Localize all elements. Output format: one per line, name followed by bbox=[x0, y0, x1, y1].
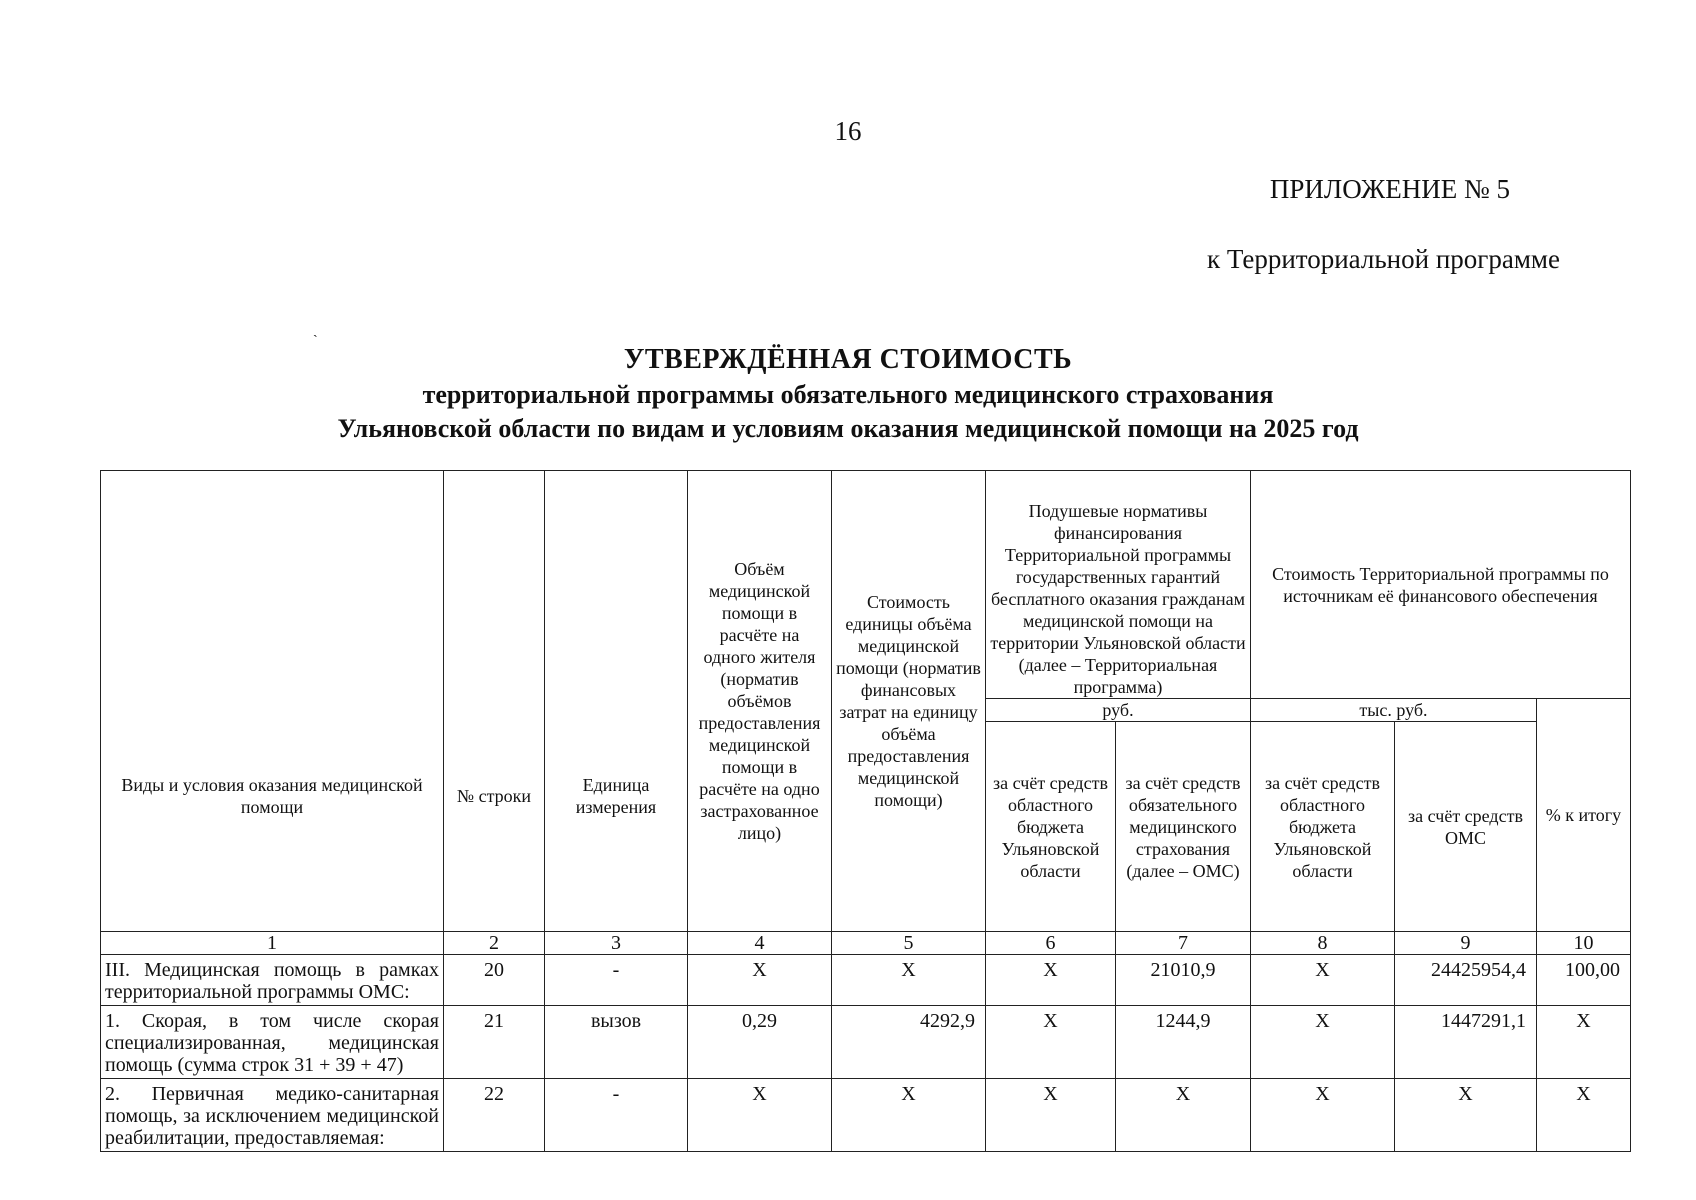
row-percent: X bbox=[1537, 1006, 1631, 1079]
row-line-number: 21 bbox=[444, 1006, 545, 1079]
title-line-1: УТВЕРЖДЁННАЯ СТОИМОСТЬ bbox=[623, 344, 1073, 375]
column-number: 6 bbox=[986, 932, 1116, 955]
row-line-number: 20 bbox=[444, 955, 545, 1006]
document-title bbox=[0, 342, 1696, 446]
row-unit: - bbox=[545, 955, 688, 1006]
row-volume: X bbox=[688, 955, 832, 1006]
row-name: III. Медицинская помощь в рамках территориальной программы ОМС: bbox=[101, 955, 444, 1006]
column-number: 7 bbox=[1116, 932, 1251, 955]
row-unit-cost: 4292,9 bbox=[832, 1006, 986, 1079]
row-percent: 100,00 bbox=[1537, 955, 1631, 1006]
header-cost-regional-budget: за счёт средств областного бюджета Ульяновской области bbox=[1251, 722, 1395, 932]
column-number: 5 bbox=[832, 932, 986, 955]
column-number: 1 bbox=[101, 932, 444, 955]
appendix-reference: к Территориальной программе bbox=[1207, 244, 1560, 274]
row-cost-oms: 24425954,4 bbox=[1395, 955, 1537, 1006]
column-number: 10 bbox=[1537, 932, 1631, 955]
title-line-3: Ульяновской области по видам и условиям оказания медицинской помощи на 2025 год bbox=[337, 414, 1359, 443]
column-number: 2 bbox=[444, 932, 545, 955]
column-number: 3 bbox=[545, 932, 688, 955]
row-pc-budget: X bbox=[986, 1006, 1116, 1079]
row-cost-budget: X bbox=[1251, 955, 1395, 1006]
page-number: 16 bbox=[834, 116, 862, 146]
table-row bbox=[101, 1079, 1631, 1152]
row-percent: X bbox=[1537, 1079, 1631, 1152]
row-volume: 0,29 bbox=[688, 1006, 832, 1079]
header-per-capita-standards: Подушевые нормативы финансирования Территориальной программы государственных гарантий бесплатного оказания гражданам медицинской помощи на территории Ульяновской области (далее – Территориальная программа) bbox=[986, 471, 1251, 699]
header-percent-total: % к итогу bbox=[1537, 699, 1631, 932]
row-unit-cost: X bbox=[832, 955, 986, 1006]
header-unit-cost: Стоимость единицы объёма медицинской помощи (норматив финансовых затрат на единицу объёма предоставления медицинской помощи) bbox=[832, 471, 986, 932]
header-cost-oms: за счёт средств ОМС bbox=[1395, 722, 1537, 932]
appendix-label: ПРИЛОЖЕНИЕ № 5 bbox=[1269, 174, 1510, 204]
column-number-row bbox=[101, 932, 1631, 955]
row-pc-budget: X bbox=[986, 955, 1116, 1006]
table-row bbox=[101, 955, 1631, 1006]
header-pc-regional-budget: за счёт средств областного бюджета Ульяновской области bbox=[986, 722, 1116, 932]
header-unit-thousand-rub: тыс. руб. bbox=[1251, 699, 1537, 722]
row-cost-budget: X bbox=[1251, 1006, 1395, 1079]
row-pc-oms: X bbox=[1116, 1079, 1251, 1152]
column-number: 9 bbox=[1395, 932, 1537, 955]
row-unit-cost: X bbox=[832, 1079, 986, 1152]
column-number: 8 bbox=[1251, 932, 1395, 955]
column-number: 4 bbox=[688, 932, 832, 955]
table-row bbox=[101, 1006, 1631, 1079]
row-pc-oms: 1244,9 bbox=[1116, 1006, 1251, 1079]
row-name: 1. Скорая, в том числе скорая специализированная, медицинская помощь (сумма строк 31 + 39 + 47) bbox=[101, 1006, 444, 1079]
cost-table bbox=[100, 470, 1631, 1152]
row-pc-budget: X bbox=[986, 1079, 1116, 1152]
row-unit: - bbox=[545, 1079, 688, 1152]
row-volume: X bbox=[688, 1079, 832, 1152]
stray-mark: ˏ bbox=[313, 323, 318, 338]
header-program-cost: Стоимость Территориальной программы по источникам её финансового обеспечения bbox=[1251, 471, 1631, 699]
row-unit: вызов bbox=[545, 1006, 688, 1079]
row-cost-budget: X bbox=[1251, 1079, 1395, 1152]
row-line-number: 22 bbox=[444, 1079, 545, 1152]
row-name: 2. Первичная медико-санитарная помощь, за исключением медицинской реабилитации, предоставляемая: bbox=[101, 1079, 444, 1152]
header-unit: Единица измерения bbox=[545, 471, 688, 932]
header-line-number: № строки bbox=[444, 471, 545, 932]
header-kinds-of-care: Виды и условия оказания медицинской помощи bbox=[101, 471, 444, 932]
header-pc-oms: за счёт средств обязательного медицинского страхования (далее – ОМС) bbox=[1116, 722, 1251, 932]
row-cost-oms: X bbox=[1395, 1079, 1537, 1152]
title-line-2: территориальной программы обязательного медицинского страхования bbox=[422, 380, 1274, 409]
row-pc-oms: 21010,9 bbox=[1116, 955, 1251, 1006]
row-cost-oms: 1447291,1 bbox=[1395, 1006, 1537, 1079]
header-unit-rub: руб. bbox=[986, 699, 1251, 722]
header-volume: Объём медицинской помощи в расчёте на одного жителя (норматив объёмов предоставления медицинской помощи в расчёте на одно застрахованное лицо) bbox=[688, 471, 832, 932]
